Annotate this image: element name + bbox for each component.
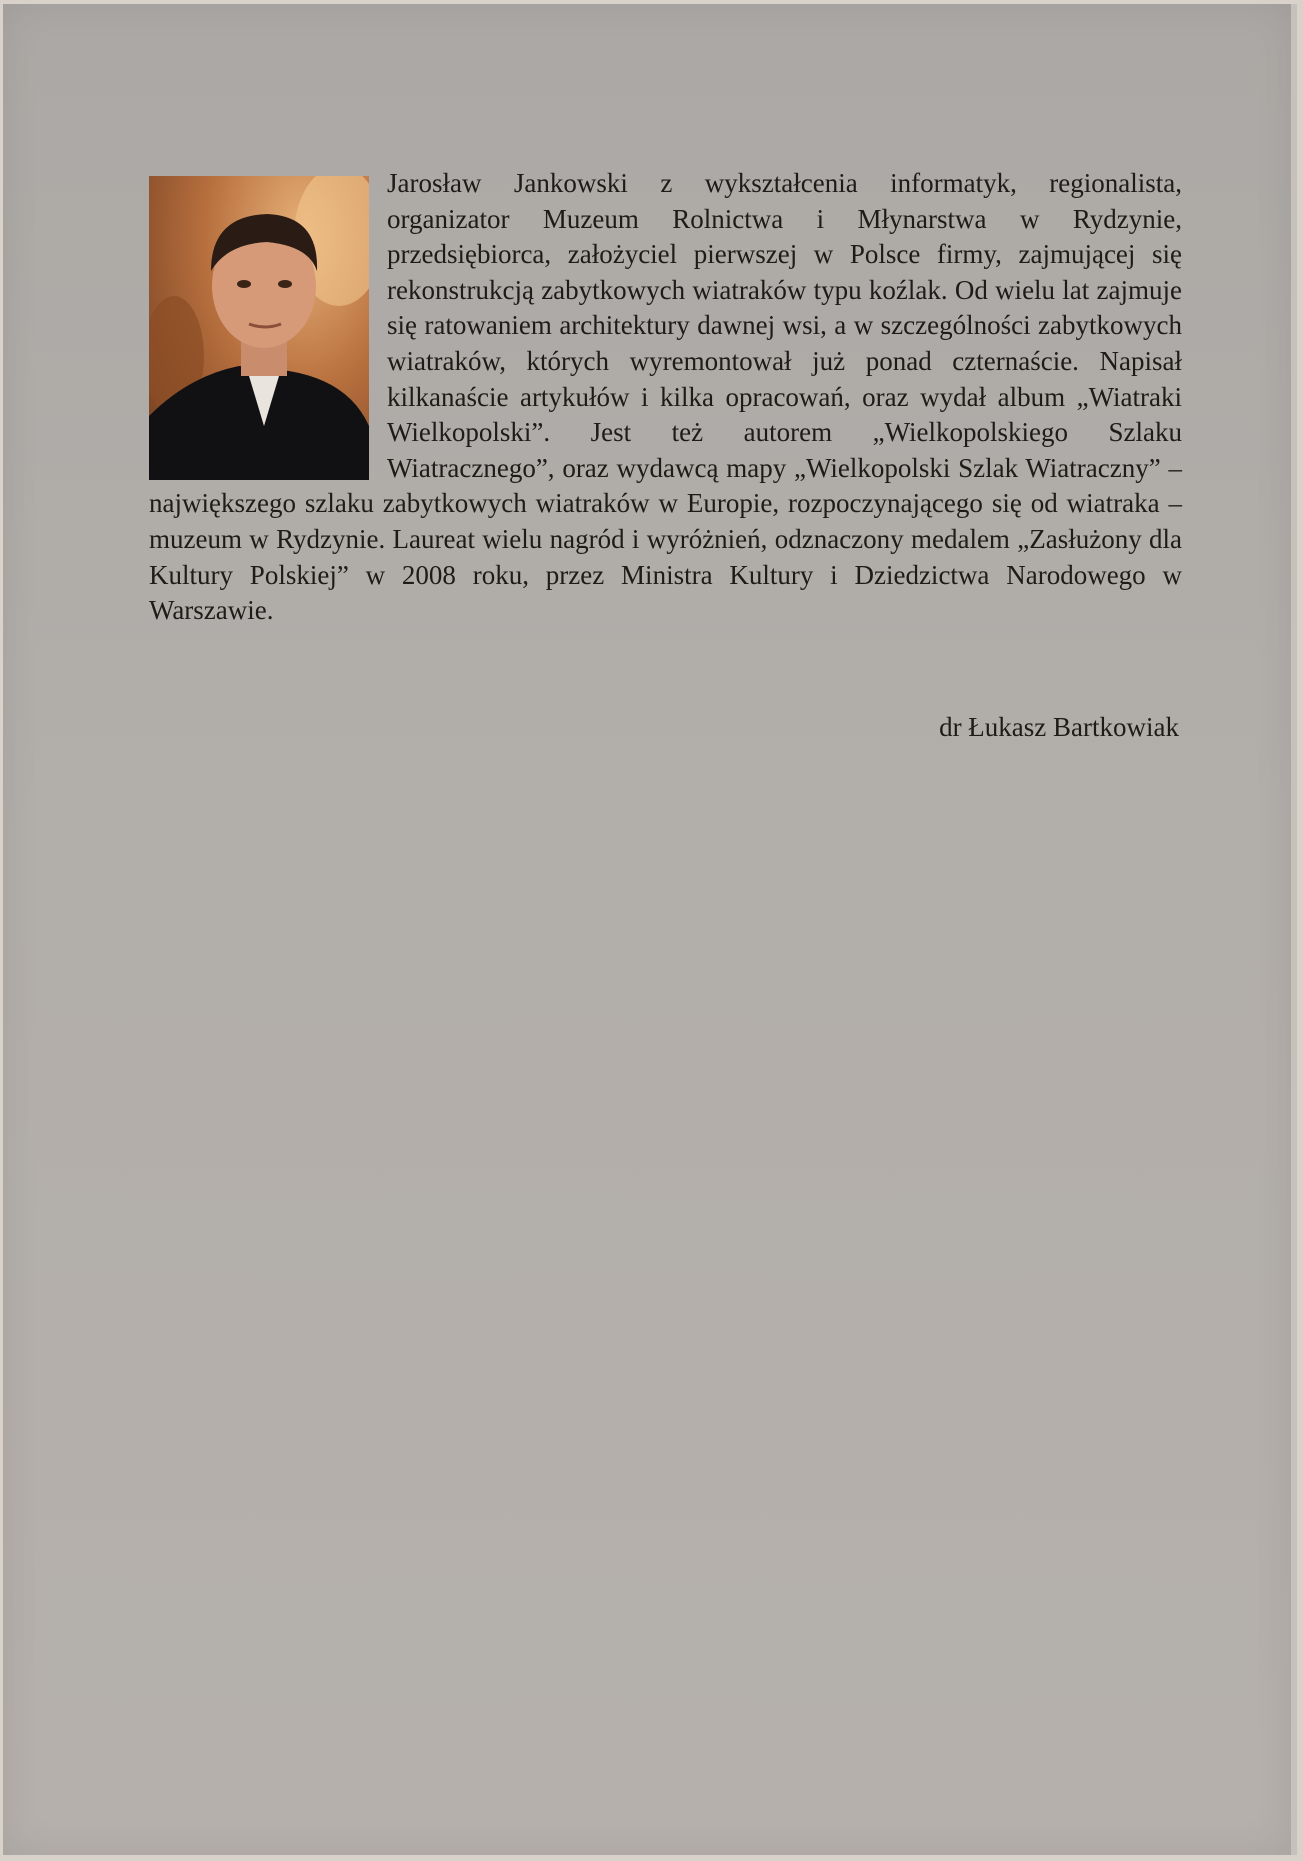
signature: dr Łukasz Bartkowiak: [939, 712, 1179, 742]
bio-text: Jarosław Jankowski z wykształcenia informatyk, regionalista, organizator Muzeum Rolnictwa i Młynarstwa w Rydzynie, przedsiębiorca, założyciel pierwszej w Polsce firmy, zajmującej się rekonstrukcją zabytkowych wiatraków typu koźlak. Od wielu lat zajmuje się ratowaniem architektury dawnej wsi, a w szczególności zabytkowych wiatraków, których wyremontował już ponad czternaście. Napisał kilkanaście artykułów i kilka opracowań, oraz wydał album „Wiatraki Wielkopolski”. Jest też autorem „Wielkopolskiego Szlaku Wiatracznego”, oraz wydawcą mapy „Wielkopolski Szlak Wiatraczny” – największego szlaku zabytkowych wiatraków w Europie, rozpoczynającego się od wiatraka – muzeum w Rydzynie. Laureat wielu nagród i wyróżnień, odznaczony medalem „Zasłużony dla Kultury Polskiej” w 2008 roku, przez Ministra Kultury i Dziedzictwa Narodowego w Warszawie.: [149, 168, 1182, 626]
author-portrait-photo: [149, 176, 369, 480]
portrait-figure: [149, 176, 369, 480]
author-bio: [149, 166, 1182, 629]
book-back-cover: [3, 4, 1297, 1855]
